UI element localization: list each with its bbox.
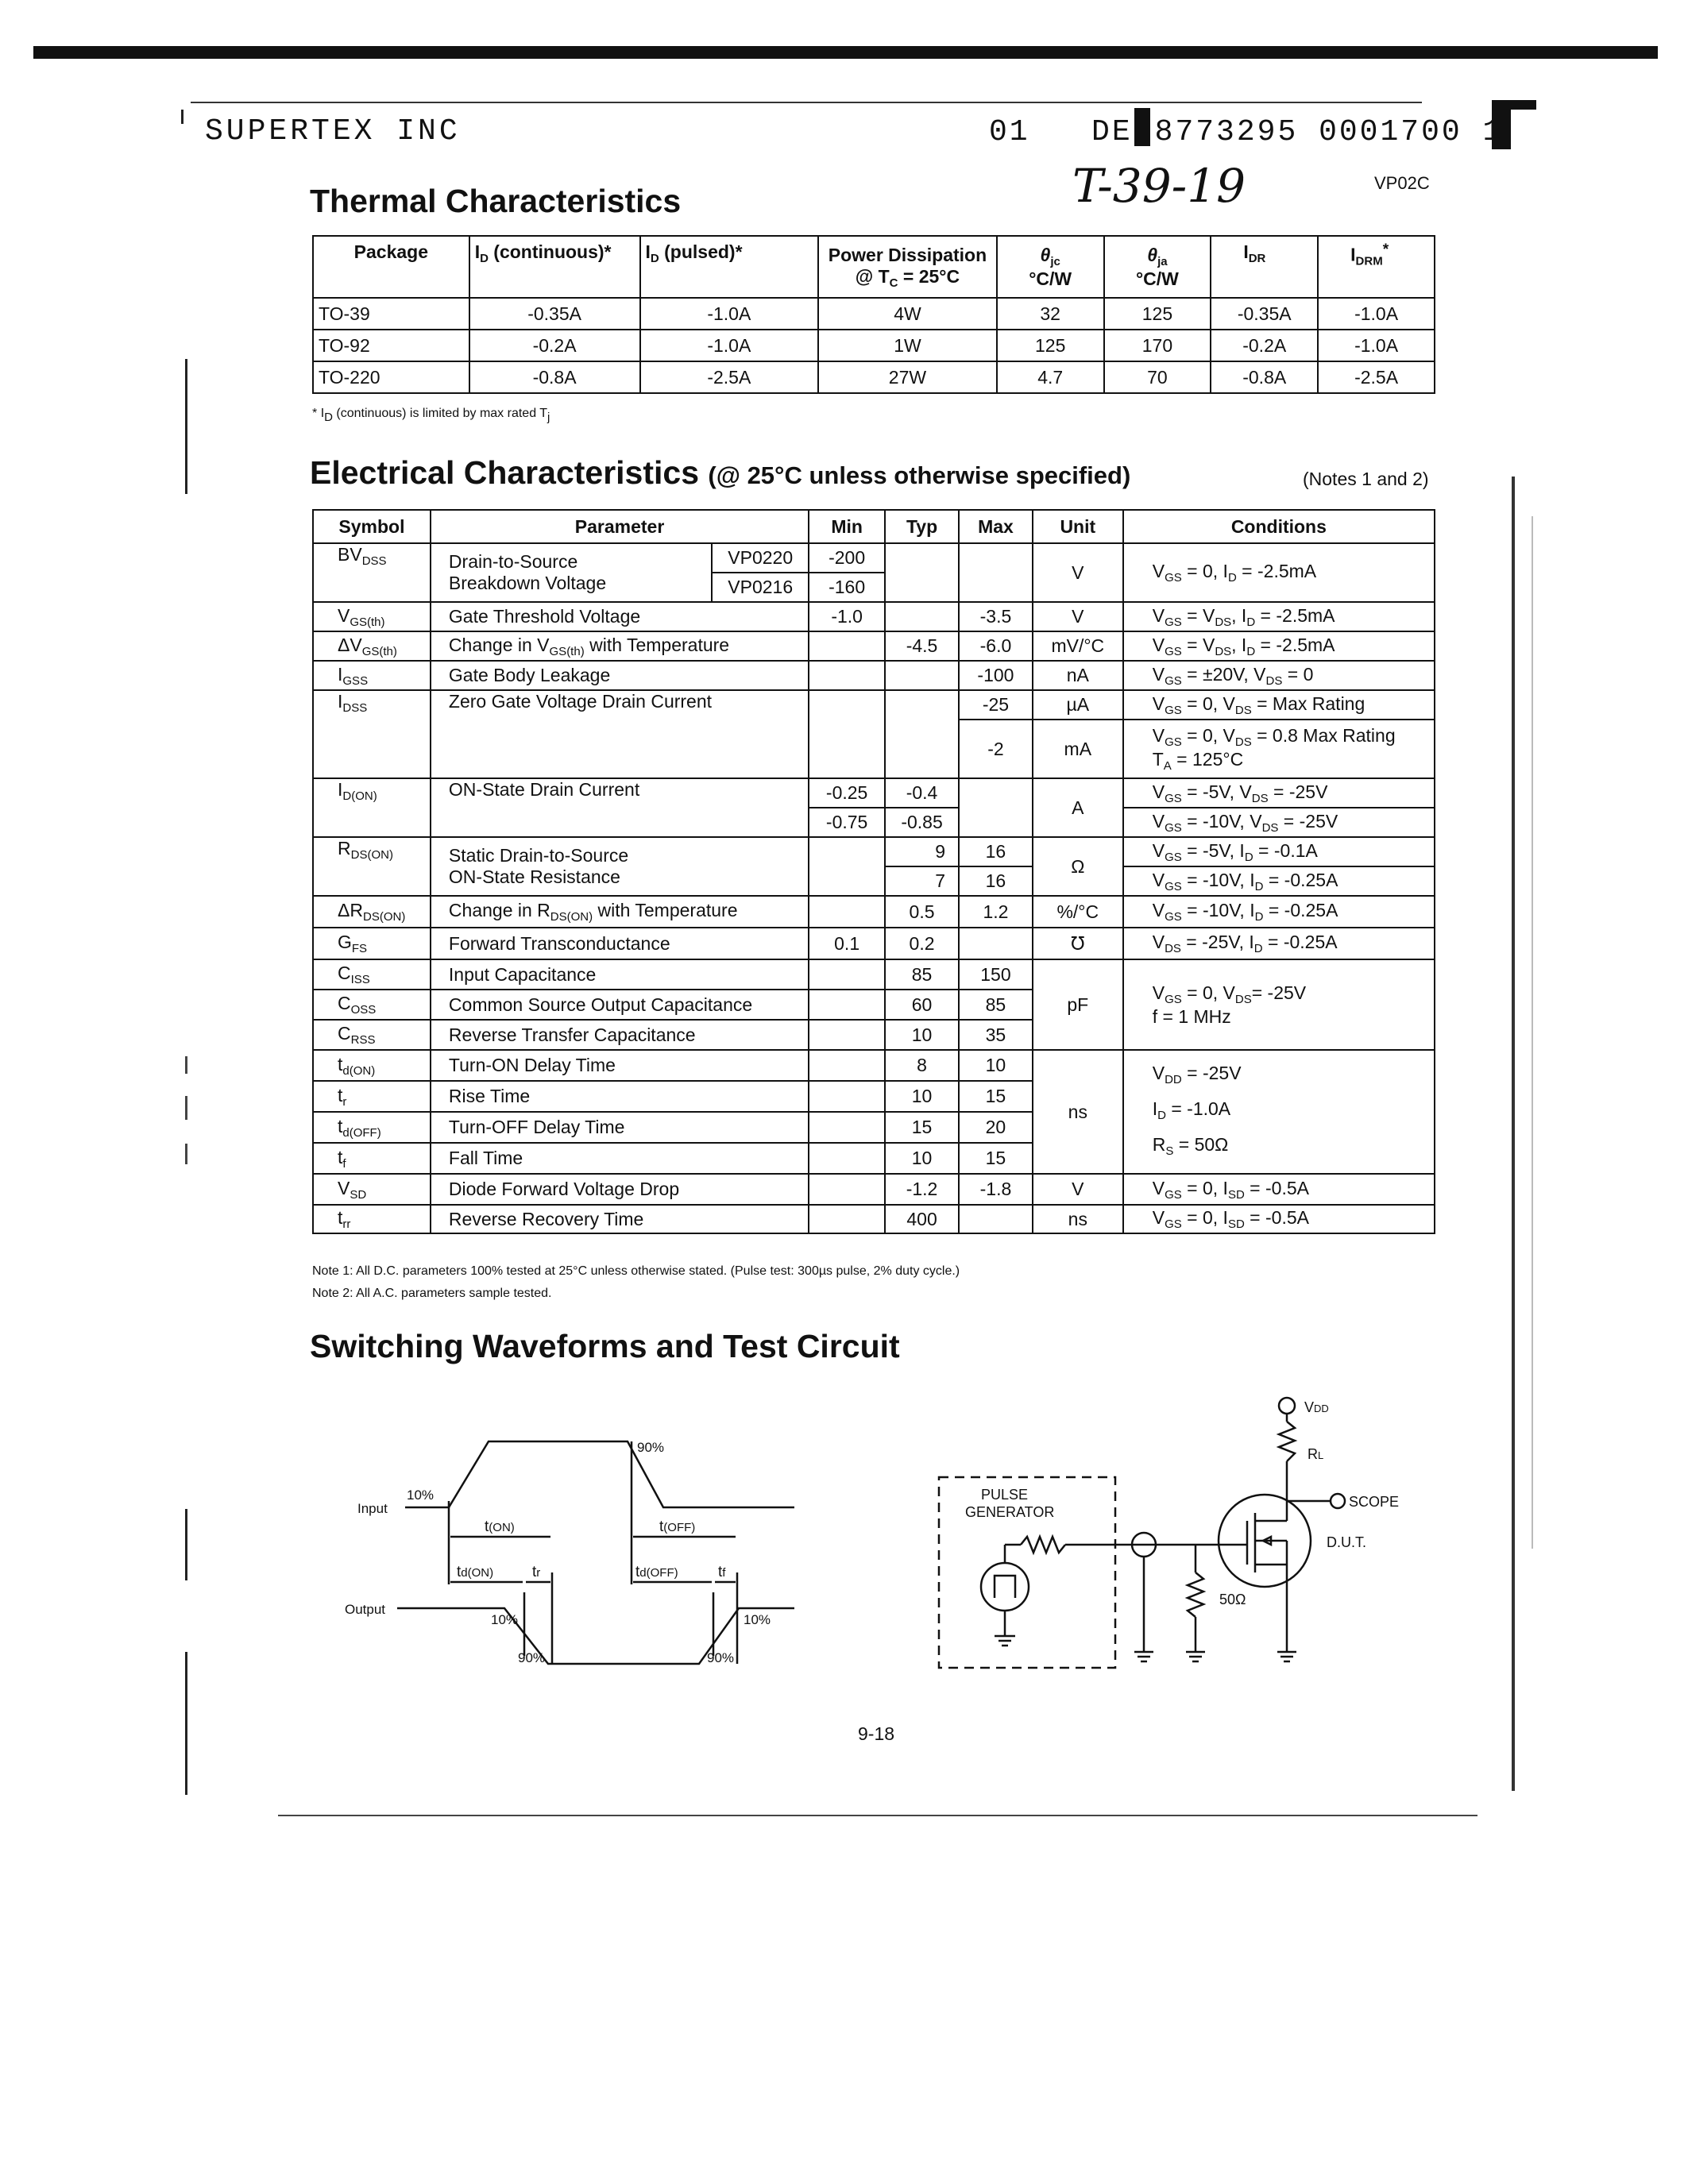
table-row [313, 298, 1435, 330]
param-tf: Fall Time [431, 1143, 809, 1174]
unit-vsd: V [1033, 1174, 1123, 1205]
dut-label: D.U.T. [1327, 1534, 1367, 1550]
th-power-dissipation: Power Dissipation @ $T_C = 25^\circ C$ [818, 236, 997, 298]
cond-igss: $V_{GS} = \pm 20V$, $V_{DS} = 0$ [1123, 661, 1435, 690]
value-cell: -0.35A [1211, 298, 1318, 330]
sym-crss: $C_{RSS}$ [313, 1020, 431, 1050]
value-cell: 125 [1104, 298, 1211, 330]
param-igss: Gate Body Leakage [431, 661, 809, 690]
sym-dvgsth: $\Delta V_{GS(th)}$ [313, 631, 431, 661]
cond-rdson-1: $V_{GS} = -5V$, $I_D = -0.1A$ [1123, 837, 1435, 866]
param-drdson: Change in $R_{DS(ON)}$ with Temperature [431, 896, 809, 928]
min-gfs: 0.1 [809, 928, 885, 959]
table-row [313, 837, 1435, 866]
th-id-continuous: $I_D$ (continuous)* [469, 236, 640, 298]
min-vp0220: -200 [809, 543, 885, 573]
param-coss: Common Source Output Capacitance [431, 990, 809, 1020]
sym-bvdss: $BV_{DSS}$ [313, 543, 431, 602]
th-idr: $I_{DR}$ [1211, 236, 1318, 298]
cond-vgsth: $V_{GS} = V_{DS}$, $I_D = -2.5mA$ [1123, 602, 1435, 631]
unit-bvdss: V [1033, 543, 1123, 602]
typ-trr: 400 [885, 1205, 959, 1233]
typ-tdoff: 15 [885, 1112, 959, 1143]
value-cell: -0.8A [469, 361, 640, 393]
param-tdoff: Turn-OFF Delay Time [431, 1112, 809, 1143]
unit-idss-2: mA [1033, 720, 1123, 778]
cond-switching: $V_{DD} = -25V$ $I_D = -1.0A$ $R_S = 50\Omega$ [1123, 1050, 1435, 1174]
unit-vgsth: V [1033, 602, 1123, 631]
max-tf: 15 [959, 1143, 1033, 1174]
sym-trr: $t_{rr}$ [313, 1205, 431, 1233]
param-tdon: Turn-ON Delay Time [431, 1050, 809, 1081]
unit-gfs: ℧ [1033, 928, 1123, 959]
wave-output-90-left: 90% [518, 1650, 546, 1665]
max-drdson: 1.2 [959, 896, 1033, 928]
wave-tdon-label: td(ON) [457, 1564, 494, 1580]
max-idss-1: -25 [959, 690, 1033, 720]
param-dvgsth: Change in $V_{GS(th)}$ with Temperature [431, 631, 809, 661]
unit-drdson: %/°C [1033, 896, 1123, 928]
package-cell: TO-220 [313, 361, 469, 393]
max-dvgsth: -6.0 [959, 631, 1033, 661]
value-cell: -1.0A [640, 298, 819, 330]
typ-rdson-1: 9 [885, 837, 959, 866]
th-min: Min [809, 510, 885, 543]
header-rule [191, 102, 1422, 103]
max-ciss: 150 [959, 959, 1033, 990]
cond-bvdss: $V_{GS} = 0$, $I_D = -2.5mA$ [1123, 543, 1435, 602]
scope-label: SCOPE [1349, 1494, 1400, 1510]
cond-trr: $V_{GS} = 0$, $I_{SD} = -0.5A$ [1123, 1205, 1435, 1233]
tick-mark [181, 110, 183, 124]
sym-vgsth: $V_{GS(th)}$ [313, 602, 431, 631]
param-rdson: Static Drain-to-Source ON-State Resistance [431, 837, 809, 896]
typ-crss: 10 [885, 1020, 959, 1050]
thermal-header-row [313, 236, 1435, 298]
typ-idon-1: -0.4 [885, 778, 959, 808]
th-parameter: Parameter [431, 510, 809, 543]
table-row [313, 1174, 1435, 1205]
th-idrm: $I_{DRM}^*$ [1318, 236, 1435, 298]
unit-caps: pF [1033, 959, 1123, 1050]
wave-toff-label: t(OFF) [659, 1518, 696, 1535]
notes-reference: (Notes 1 and 2) [1303, 469, 1429, 489]
cond-rdson-2: $V_{GS} = -10V$, $I_D = -0.25A$ [1123, 866, 1435, 896]
sym-coss: $C_{OSS}$ [313, 990, 431, 1020]
margin-mark [185, 1144, 187, 1164]
min-idon-1: -0.25 [809, 778, 885, 808]
electrical-title: Electrical Characteristics (@ 25°C unless otherwise specified) [310, 454, 1131, 491]
switching-title: Switching Waveforms and Test Circuit [310, 1328, 900, 1364]
cond-idss-2: $V_{GS} = 0$, $V_{DS} = 0.8$ Max Rating $T_A = 125^\circ C$ [1123, 720, 1435, 778]
value-cell: 125 [997, 330, 1104, 361]
value-cell: -1.0A [1318, 330, 1435, 361]
sym-tdoff: $t_{d(OFF)}$ [313, 1112, 431, 1143]
table-row [313, 631, 1435, 661]
th-theta-jc: $\theta_{jc}$ °C/W [997, 236, 1104, 298]
max-crss: 35 [959, 1020, 1033, 1050]
unit-dvgsth: mV/°C [1033, 631, 1123, 661]
note-2: Note 2: All A.C. parameters sample tested. [312, 1287, 552, 1300]
sym-idon: $I_{D(ON)}$ [313, 778, 431, 837]
sym-ciss: $C_{ISS}$ [313, 959, 431, 990]
table-row [313, 361, 1435, 393]
value-cell: -0.2A [469, 330, 640, 361]
cond-idon-1: $V_{GS} = -5V$, $V_{DS} = -25V$ [1123, 778, 1435, 808]
sym-gfs: $G_{FS}$ [313, 928, 431, 959]
note-1: Note 1: All D.C. parameters 100% tested at 25°C unless otherwise stated. (Pulse test: 300µs pulse, 2% duty cycle.) [312, 1264, 960, 1278]
wave-input-label: Input [357, 1501, 388, 1516]
right-scan-line [1532, 516, 1533, 1549]
table-row [313, 959, 1435, 990]
value-cell: 32 [997, 298, 1104, 330]
wave-input-10: 10% [407, 1488, 435, 1503]
page-number: 9-18 [858, 1723, 895, 1744]
handwritten-code: T-39-19 [1072, 159, 1246, 213]
cond-drdson: $V_{GS} = -10V$, $I_D = -0.25A$ [1123, 896, 1435, 928]
min-vp0216: -160 [809, 573, 885, 602]
typ-drdson: 0.5 [885, 896, 959, 928]
typ-gfs: 0.2 [885, 928, 959, 959]
document-code: 01 DE 8773295 0001700 1 [989, 108, 1503, 149]
th-max: Max [959, 510, 1033, 543]
vdd-label: VDD [1304, 1399, 1329, 1415]
wave-ton-label: t(ON) [485, 1518, 515, 1535]
thermal-footnote: * $I_D$ (continuous) is limited by max rated $T_j$ [312, 407, 550, 424]
cond-gfs: $V_{DS} = -25V$, $I_D = -0.25A$ [1123, 928, 1435, 959]
table-row [313, 1205, 1435, 1233]
th-package: Package [313, 236, 469, 298]
package-cell: TO-92 [313, 330, 469, 361]
value-cell: 1W [818, 330, 997, 361]
thermal-table [312, 235, 1435, 394]
max-tr: 15 [959, 1081, 1033, 1112]
table-row [313, 896, 1435, 928]
param-vgsth: Gate Threshold Voltage [431, 602, 809, 631]
sym-drdson: $\Delta R_{DS(ON)}$ [313, 896, 431, 928]
margin-mark [185, 1056, 187, 1074]
typ-coss: 60 [885, 990, 959, 1020]
margin-mark [185, 1096, 187, 1120]
value-cell: -0.35A [469, 298, 640, 330]
param-vsd: Diode Forward Voltage Drop [431, 1174, 809, 1205]
max-idss-2: -2 [959, 720, 1033, 778]
typ-vsd: -1.2 [885, 1174, 959, 1205]
typ-tr: 10 [885, 1081, 959, 1112]
wave-output-10-right: 10% [744, 1612, 771, 1627]
value-cell: 170 [1104, 330, 1211, 361]
sym-rdson: $R_{DS(ON)}$ [313, 837, 431, 896]
param-idon: ON-State Drain Current [431, 778, 809, 837]
param-ciss: Input Capacitance [431, 959, 809, 990]
rl-label: RL [1308, 1446, 1324, 1462]
value-cell: 70 [1104, 361, 1211, 393]
sym-tf: $t_f$ [313, 1143, 431, 1174]
max-vgsth: -3.5 [959, 602, 1033, 631]
param-gfs: Forward Transconductance [431, 928, 809, 959]
param-trr: Reverse Recovery Time [431, 1205, 809, 1233]
unit-idon: A [1033, 778, 1123, 837]
max-igss: -100 [959, 661, 1033, 690]
table-row [313, 661, 1435, 690]
th-unit: Unit [1033, 510, 1123, 543]
wave-input-90: 90% [637, 1440, 665, 1455]
wave-tr-label: tr [532, 1564, 541, 1580]
table-row [313, 330, 1435, 361]
unit-igss: nA [1033, 661, 1123, 690]
param-bvdss: Drain-to-Source Breakdown Voltage [431, 543, 712, 602]
device-vp0216: VP0216 [712, 573, 809, 602]
cond-idss-1: $V_{GS} = 0$, $V_{DS}$ = Max Rating [1123, 690, 1435, 720]
param-crss: Reverse Transfer Capacitance [431, 1020, 809, 1050]
top-border [33, 46, 1658, 59]
switching-waveforms [342, 1414, 818, 1684]
table-row [313, 690, 1435, 720]
sym-idss: $I_{DSS}$ [313, 690, 431, 778]
package-cell: TO-39 [313, 298, 469, 330]
th-conditions: Conditions [1123, 510, 1435, 543]
unit-trr: ns [1033, 1205, 1123, 1233]
max-vsd: -1.8 [959, 1174, 1033, 1205]
th-typ: Typ [885, 510, 959, 543]
value-cell: 4W [818, 298, 997, 330]
wave-output-90-right: 90% [707, 1650, 735, 1665]
right-margin-line [1512, 477, 1515, 1791]
table-row [313, 543, 1435, 573]
margin-mark [185, 359, 187, 494]
table-row [313, 1050, 1435, 1081]
sym-vsd: $V_{SD}$ [313, 1174, 431, 1205]
unit-switching: ns [1033, 1050, 1123, 1174]
wave-tdoff-label: td(OFF) [635, 1564, 678, 1580]
unit-rdson: Ω [1033, 837, 1123, 896]
typ-ciss: 85 [885, 959, 959, 990]
param-tr: Rise Time [431, 1081, 809, 1112]
wave-tf-label: tf [718, 1564, 726, 1580]
value-cell: -2.5A [1318, 361, 1435, 393]
electrical-table [312, 509, 1435, 1234]
device-vp0220: VP0220 [712, 543, 809, 573]
part-number: VP02C [1374, 173, 1430, 193]
value-cell: 4.7 [997, 361, 1104, 393]
sym-tdon: $t_{d(ON)}$ [313, 1050, 431, 1081]
electrical-header-row [313, 510, 1435, 543]
min-idon-2: -0.75 [809, 808, 885, 837]
value-cell: 27W [818, 361, 997, 393]
value-cell: -2.5A [640, 361, 819, 393]
margin-mark [185, 1652, 187, 1795]
cond-idon-2: $V_{GS} = -10V$, $V_{DS} = -25V$ [1123, 808, 1435, 837]
cond-vsd: $V_{GS} = 0$, $I_{SD} = -0.5A$ [1123, 1174, 1435, 1205]
table-row [313, 778, 1435, 808]
company-name: SUPERTEX INC [205, 114, 461, 149]
max-tdoff: 20 [959, 1112, 1033, 1143]
th-theta-ja: $\theta_{ja}$ °C/W [1104, 236, 1211, 298]
generator-label: GENERATOR [965, 1504, 1055, 1520]
r50-label: 50Ω [1219, 1592, 1246, 1607]
wave-output-label: Output [345, 1602, 386, 1617]
value-cell: -1.0A [1318, 298, 1435, 330]
th-symbol: Symbol [313, 510, 431, 543]
bottom-scan-line [278, 1815, 1477, 1816]
wave-output-10-left: 10% [491, 1612, 519, 1627]
value-cell: -1.0A [640, 330, 819, 361]
max-rdson-2: 16 [959, 866, 1033, 896]
min-vgsth: -1.0 [809, 602, 885, 631]
thermal-title: Thermal Characteristics [310, 183, 682, 219]
th-id-pulsed: $I_D$ (pulsed)* [640, 236, 819, 298]
unit-idss-1: µA [1033, 690, 1123, 720]
typ-tdon: 8 [885, 1050, 959, 1081]
typ-idon-2: -0.85 [885, 808, 959, 837]
pulse-label: PULSE [981, 1487, 1029, 1503]
sym-tr: $t_r$ [313, 1081, 431, 1112]
test-circuit [921, 1382, 1414, 1684]
sym-igss: $I_{GSS}$ [313, 661, 431, 690]
typ-dvgsth: -4.5 [885, 631, 959, 661]
max-coss: 85 [959, 990, 1033, 1020]
table-row [313, 928, 1435, 959]
max-rdson-1: 16 [959, 837, 1033, 866]
typ-tf: 10 [885, 1143, 959, 1174]
table-row [313, 602, 1435, 631]
cond-caps: $V_{GS} = 0$, $V_{DS}= -25V$ f = 1 MHz [1123, 959, 1435, 1050]
typ-rdson-2: 7 [885, 866, 959, 896]
margin-mark [185, 1509, 187, 1580]
value-cell: -0.8A [1211, 361, 1318, 393]
max-tdon: 10 [959, 1050, 1033, 1081]
param-idss: Zero Gate Voltage Drain Current [431, 690, 809, 778]
value-cell: -0.2A [1211, 330, 1318, 361]
cond-dvgsth: $V_{GS} = V_{DS}$, $I_D = -2.5mA$ [1123, 631, 1435, 661]
